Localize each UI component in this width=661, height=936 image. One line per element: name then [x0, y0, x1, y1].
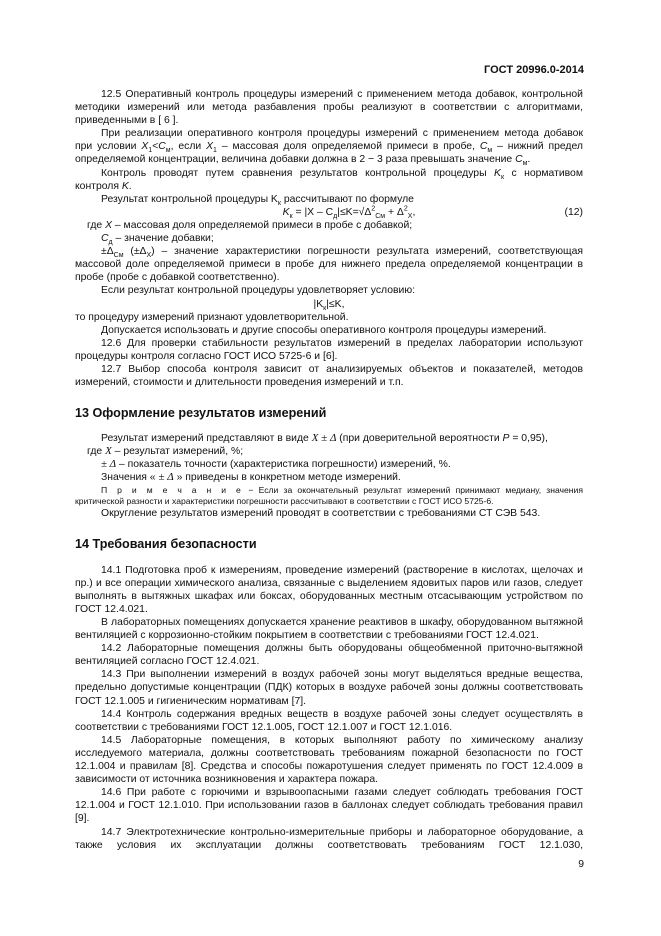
- formula-12: [75, 206, 583, 219]
- paragraph-rounding: Округление результатов измерений проводят в соответствии с требованиями СТ СЭВ 543.: [101, 507, 541, 519]
- paragraph-14-2: 14.2 Лабораторные помещения должны быть оборудованы общеобменной приточно-вытяжной вентиляцией согласно ГОСТ 12.4.021.: [75, 643, 583, 668]
- formula-12-number: (12): [564, 206, 583, 218]
- paragraph-14-6: 14.6 При работе с горючими и взрывоопасными газами следует соблюдать требования ГОСТ 12.1.004 и ГОСТ 12.1.010. При использовании газов в баллонах следует соблюдать требования правил [9].: [75, 787, 583, 825]
- heading-section-13: 13 Оформление результатов измерений: [75, 406, 327, 421]
- where-x-result: где X – результат измерений, %;: [87, 445, 244, 458]
- paragraph-result-formula-intro: Результат контрольной процедуры $K_к$ рассчитывают по формуле: [101, 193, 414, 207]
- paragraph-14-3: 14.3 При выполнении измерений в воздух рабочей зоны могут выделяться вредные вещества, предельно допустимые концентрации (ПДК) которых в воздухе рабочей зоны должны соответствовать ГОСТ 12.1.005 и гигиеническим нормативам [7].: [75, 669, 583, 707]
- paragraph-other-methods: Допускается использовать и другие способы оперативного контроля процедуры измерений.: [101, 324, 547, 336]
- paragraph-values: Значения « ± Δ » приведены в конкретном методе измерений.: [101, 471, 401, 484]
- condition-formula: $|K_к|\le K$,: [313, 298, 345, 312]
- page-number: 9: [578, 859, 584, 870]
- paragraph-12-6: 12.6 Для проверки стабильности результатов измерений в пределах лаборатории используют процедуры контроля согласно ГОСТ ИСО 5725-6 и [6].: [75, 337, 583, 362]
- formula-12-expression: $K_к = |X - C_д|\le K=√\Delta^2_{См} + \Delta^2_Х$,: [282, 205, 416, 220]
- paragraph-control-comparison: Контроль проводят путем сравнения результатов контрольной процедуры $K_к$ с нормативом контроля K.: [75, 167, 583, 192]
- where-x-line: где X – массовая доля определяемой примеси в пробе с добавкой;: [87, 219, 413, 231]
- paragraph-14-5: 14.5 Лабораторные помещения, в которых выполняют работу по химическому анализу исследуемого материала, должны соответствовать требованиям пожарной безопасности по ГОСТ 12.1.004 и правилам [8]. Средства и способы пожаротушения следует применять по ГОСТ 12.4.009 в зависимости от источника возникновения и характера пожара.: [75, 734, 583, 786]
- paragraph-14-4: 14.4 Контроль содержания вредных веществ в воздухе рабочей зоны следует осуществлять в соответствии с требованиями ГОСТ 12.1.005, ГОСТ 12.1.007 и ГОСТ 12.1.016.: [75, 708, 583, 733]
- paragraph-14-7: 14.7 Электротехнические контрольно-измерительные приборы и лабораторное оборудование, а также условия их эксплуатации должны соответствовать требованиям ГОСТ 12.1.030,: [75, 826, 583, 851]
- paragraph-addition-method: При реализации оперативного контроля процедуры измерений с применением метода добавок при условии $X_1<C_м$, если $X_1$ – массовая доля определяемой примеси в пробе, $C_м$ – нижний предел определяемой концентрации, величина добавки должна в 2 − 3 раза превышать значение $C_м$.: [75, 128, 583, 168]
- standard-header: ГОСТ 20996.0-2014: [484, 64, 584, 76]
- paragraph-condition-intro: Если результат контрольной процедуры удовлетворяет условию:: [101, 285, 416, 297]
- heading-section-14: 14 Требования безопасности: [75, 536, 257, 551]
- where-delta-result: ± Δ – показатель точности (характеристика погрешности) измерений, %.: [101, 458, 451, 471]
- paragraph-14-1: 14.1 Подготовка проб к измерениям, проведение измерений (растворение в кислотах, щелочах и пр.) и все операции химического анализа, связанные с выделением ядовитых паров или газов, следует выполнять в вытяжных шкафах или боксах, оборудованных местным отсасывающим устройством по ГОСТ 12.4.021.: [75, 564, 583, 615]
- paragraph-result-presentation: Результат измерений представляют в виде X ± Δ (при доверительной вероятности P = 0,95),: [101, 432, 548, 445]
- paragraph-12-5: 12.5 Оперативный контроль процедуры измерений с применением метода добавок, контрольной методики измерений или метода разбавления пробы реализуют в соответствии с алгоритмами, приведенными в [ 6 ].: [75, 89, 583, 127]
- note-median: П р и м е ч а н и е − Если за окончательный результат измерений принимают медиану, значения критической разности и характеристики погрешности рассчитывают в соответствии с ГОСТ ИСО 5725-6.: [75, 484, 583, 506]
- paragraph-12-7: 12.7 Выбор способа контроля зависит от анализируемых объектов и показателей, методов измерений, стоимости и длительности проведения измерений и т.п.: [75, 363, 583, 389]
- where-c-line: $C_д$ – значение добавки;: [101, 233, 214, 247]
- paragraph-14-1-storage: В лабораторных помещениях допускается хранение реактивов в шкафу, оборудованном вытяжной вентиляцией с коррозионно-стойким покрытием в соответствии с требованиями ГОСТ 12.4.021.: [75, 617, 583, 642]
- page-content: [75, 88, 583, 852]
- where-delta-line: $\pm\Delta_{См}$ $(\pm\Delta_Х)$ – значение характеристики погрешности результата измерений, соответствующая массовой доле определяемой примеси в пробе для нижнего предела определяемой концентрации в пробе (пробе с добавкой соответственно).: [75, 246, 583, 284]
- paragraph-satisfactory: то процедуру измерений признают удовлетворительной.: [75, 311, 349, 323]
